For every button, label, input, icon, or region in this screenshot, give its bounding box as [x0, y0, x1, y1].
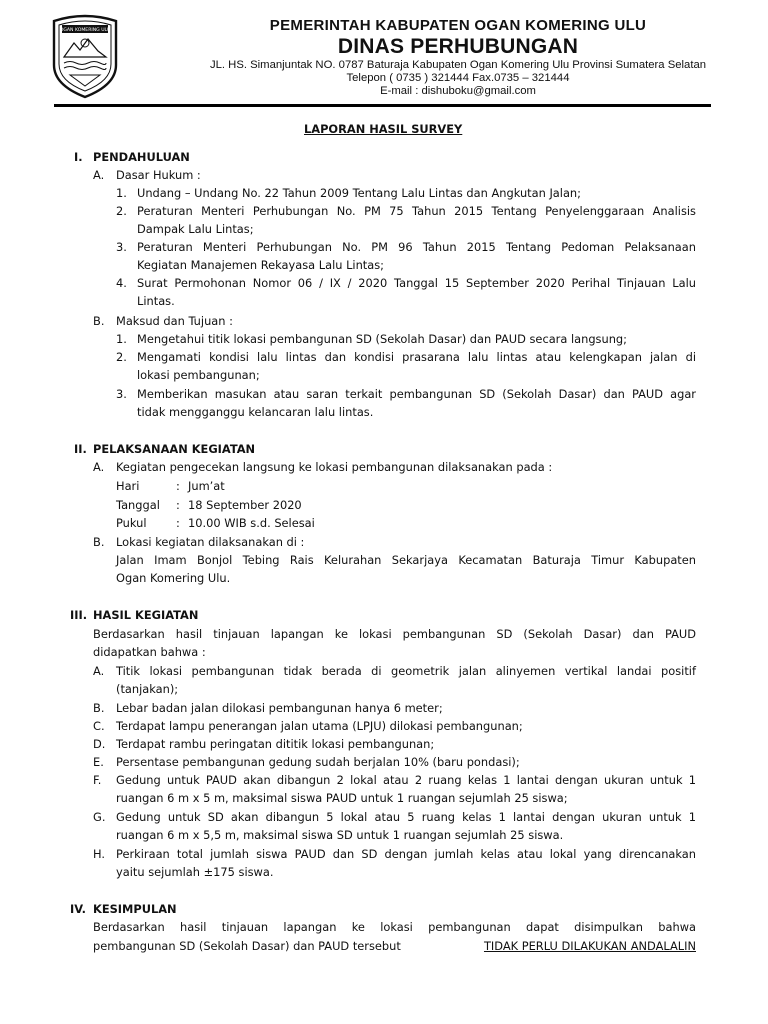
list-number: 3.: [116, 387, 127, 401]
list-number: 2.: [116, 350, 127, 364]
regency-emblem-icon: [50, 13, 120, 99]
letterhead-divider: [54, 104, 711, 107]
list-item-continued: ruangan 6 m x 5,5 m, maksimal siswa SD untuk 1 ruangan sejumlah 25 siswa.: [116, 828, 564, 842]
list-item: Memberikan masukan atau saran terkait pembangunan SD (Sekolah Dasar) dan PAUD agar: [137, 387, 696, 401]
list-number: 4.: [116, 276, 127, 290]
list-item: Gedung untuk PAUD akan dibangun 2 lokal atau 2 ruang kelas 1 lantai dengan ukuran untuk 1: [116, 773, 696, 787]
list-letter: C.: [93, 719, 105, 733]
list-item: Mengetahui titik lokasi pembangunan SD (Sekolah Dasar) dan PAUD secara langsung;: [137, 332, 628, 346]
section-heading: PELAKSANAAN KEGIATAN: [93, 442, 256, 456]
section-number: III.: [70, 608, 88, 622]
list-item: Perkiraan total jumlah siswa PAUD dan SD dengan jumlah kelas atau lokal yang direncanakan: [116, 847, 696, 861]
office-address: JL. HS. Simanjuntak NO. 0787 Baturaja Kabupaten Ogan Komering Ulu Provinsi Sumatera Selatan: [209, 59, 707, 71]
report-title: LAPORAN HASIL SURVEY: [304, 122, 463, 136]
schedule-value: 18 September 2020: [188, 498, 302, 512]
subsection-text: Lokasi kegiatan dilaksanakan di :: [116, 535, 305, 549]
office-email: E-mail : dishuboku@gmail.com: [380, 85, 536, 97]
section-number: I.: [74, 150, 83, 164]
conclusion-plain-text: pembangunan SD (Sekolah Dasar) dan PAUD tersebut: [93, 939, 405, 953]
list-item-continued: (tanjakan);: [116, 682, 179, 696]
office-phone: Telepon ( 0735 ) 321444 Fax.0735 – 321444: [346, 72, 570, 84]
list-item: Terdapat rambu peringatan dititik lokasi pembangunan;: [116, 737, 435, 751]
list-item-continued: lokasi pembangunan;: [137, 368, 260, 382]
section-intro: Berdasarkan hasil tinjauan lapangan ke lokasi pembangunan SD (Sekolah Dasar) dan PAUD: [93, 627, 696, 641]
subsection-label: Dasar Hukum :: [116, 168, 201, 182]
list-number: 1.: [116, 332, 127, 346]
government-name: PEMERINTAH KABUPATEN OGAN KOMERING ULU: [269, 17, 647, 34]
list-letter: A.: [93, 664, 105, 678]
subsection-letter: B.: [93, 314, 105, 328]
list-item: Surat Permohonan Nomor 06 / IX / 2020 Tanggal 15 September 2020 Perihal Tinjauan Lalu: [137, 276, 696, 290]
schedule-separator: :: [176, 479, 180, 493]
subsection-text: Kegiatan pengecekan langsung ke lokasi pembangunan dilaksanakan pada :: [116, 460, 553, 474]
list-item: Peraturan Menteri Perhubungan No. PM 96 Tahun 2015 Tentang Pedoman Pelaksanaan: [137, 240, 696, 254]
list-item: Lebar badan jalan dilokasi pembangunan hanya 6 meter;: [116, 701, 443, 715]
location-text-continued: Ogan Komering Ulu.: [116, 571, 231, 585]
list-letter: B.: [93, 701, 105, 715]
list-item-continued: tidak mengganggu kelancaran lalu lintas.: [137, 405, 374, 419]
schedule-value: Jum’at: [188, 479, 225, 493]
emblem-caption: OGAN KOMERING ULU: [59, 28, 111, 34]
list-item-continued: Lintas.: [137, 294, 175, 308]
list-item-continued: Kegiatan Manajemen Rekayasa Lalu Lintas;: [137, 258, 385, 272]
section-number: II.: [74, 442, 87, 456]
list-number: 3.: [116, 240, 127, 254]
schedule-separator: :: [176, 498, 180, 512]
section-heading: PENDAHULUAN: [93, 150, 190, 164]
conclusion-text-continued: [93, 939, 696, 953]
location-text: Jalan Imam Bonjol Tebing Rais Kelurahan Sekarjaya Kecamatan Baturaja Timur Kabupaten: [116, 553, 696, 567]
list-item-continued: yaitu sejumlah ±175 siswa.: [116, 865, 274, 879]
department-name: DINAS PERHUBUNGAN: [337, 35, 579, 58]
list-number: 2.: [116, 204, 127, 218]
list-letter: E.: [93, 755, 104, 769]
schedule-value: 10.00 WIB s.d. Selesai: [188, 516, 315, 530]
schedule-label: Tanggal: [116, 498, 160, 512]
list-number: 1.: [116, 186, 127, 200]
list-letter: H.: [93, 847, 105, 861]
list-item-continued: Dampak Lalu Lintas;: [137, 222, 254, 236]
list-letter: F.: [93, 773, 102, 787]
list-item-continued: ruangan 6 m x 5 m, maksimal siswa PAUD untuk 1 ruangan sejumlah 25 siswa;: [116, 791, 568, 805]
section-intro-continued: didapatkan bahwa :: [93, 645, 206, 659]
list-letter: D.: [93, 737, 106, 751]
section-heading: HASIL KEGIATAN: [93, 608, 199, 622]
conclusion-emphasis: TIDAK PERLU DILAKUKAN ANDALALIN: [483, 939, 696, 953]
list-letter: G.: [93, 810, 106, 824]
list-item: Titik lokasi pembangunan tidak berada di geometrik jalan alinyemen vertikal landai positif: [116, 664, 696, 678]
section-heading: KESIMPULAN: [93, 902, 177, 916]
list-item: Peraturan Menteri Perhubungan No. PM 75 Tahun 2015 Tentang Penyelenggaraan Analisis: [137, 204, 696, 218]
subsection-letter: A.: [93, 168, 105, 182]
subsection-label: Maksud dan Tujuan :: [116, 314, 233, 328]
list-item: Gedung untuk SD akan dibangun 5 lokal atau 5 ruang kelas 1 lantai dengan ukuran untuk 1: [116, 810, 696, 824]
schedule-label: Pukul: [116, 516, 147, 530]
conclusion-text: Berdasarkan hasil tinjauan lapangan ke lokasi pembangunan dapat disimpulkan bahwa: [93, 920, 696, 934]
list-item: Mengamati kondisi lalu lintas dan kondisi prasarana lalu lintas atau kelengkapan jalan di: [137, 350, 696, 364]
schedule-separator: :: [176, 516, 180, 530]
subsection-letter: B.: [93, 535, 105, 549]
list-item: Undang – Undang No. 22 Tahun 2009 Tentang Lalu Lintas dan Angkutan Jalan;: [137, 186, 581, 200]
section-number: IV.: [70, 902, 86, 916]
subsection-letter: A.: [93, 460, 105, 474]
list-item: Persentase pembangunan gedung sudah berjalan 10% (baru pondasi);: [116, 755, 520, 769]
schedule-label: Hari: [116, 479, 140, 493]
list-item: Terdapat lampu penerangan jalan utama (LPJU) dilokasi pembangunan;: [116, 719, 523, 733]
